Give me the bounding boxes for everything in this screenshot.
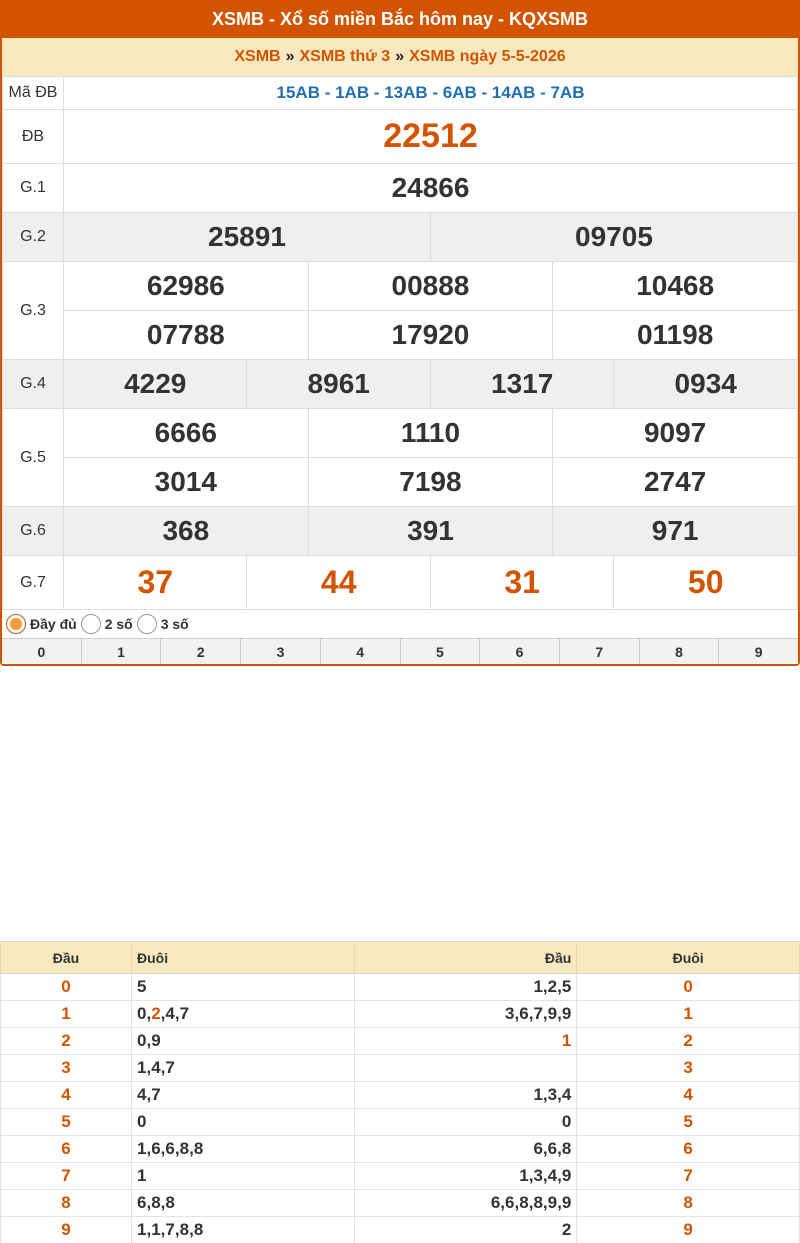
g1-number: 24866 xyxy=(64,164,798,213)
loto-row xyxy=(1,1136,800,1163)
loto-digit: 1 xyxy=(533,977,543,996)
digit-button[interactable]: 2 xyxy=(161,639,241,664)
g7-label: G.7 xyxy=(3,556,64,610)
loto-digit: 7 xyxy=(165,1220,175,1239)
loto-dau: 3 xyxy=(1,1055,132,1082)
loto-digit: 9 xyxy=(547,1004,558,1023)
loto-digit: 4 xyxy=(547,1166,558,1185)
breadcrumb-separator: » xyxy=(285,48,295,65)
loto-digit: 6 xyxy=(137,1193,147,1212)
digit-button[interactable]: 1 xyxy=(82,639,162,664)
loto-digit: 8 xyxy=(561,1139,572,1158)
loto-digit: 9 xyxy=(151,1031,161,1050)
loto-digit: 8 xyxy=(519,1193,529,1212)
loto-row xyxy=(1,1082,800,1109)
loto-duoi-list: 0,9 xyxy=(132,1028,355,1055)
loto-row xyxy=(1,1055,800,1082)
loto-digit: 9 xyxy=(547,1193,558,1212)
loto-dau: 1 xyxy=(1,1001,132,1028)
g5-number: 9097 xyxy=(553,409,798,458)
loto-duoi: 0 xyxy=(577,974,800,1001)
results-table xyxy=(2,76,798,610)
loto-row xyxy=(1,1190,800,1217)
loto-duoi-list: 0,2,4,7 xyxy=(132,1001,355,1028)
breadcrumb-weekday[interactable]: XSMB thứ 3 xyxy=(299,48,391,65)
loto-duoi-list xyxy=(132,1109,355,1136)
radio-2-digits[interactable] xyxy=(81,614,101,634)
loto-digit: 1 xyxy=(137,1139,147,1158)
g3-number: 10468 xyxy=(553,262,798,311)
g2-row xyxy=(3,213,798,262)
g3-row xyxy=(3,311,798,360)
loto-digit: 0 xyxy=(137,1004,147,1023)
digit-button[interactable]: 6 xyxy=(480,639,560,664)
loto-digit: 1 xyxy=(561,1031,572,1050)
digit-button[interactable]: 4 xyxy=(321,639,401,664)
g4-number: 1317 xyxy=(430,360,613,409)
loto-duoi-list: 6,8,8 xyxy=(132,1190,355,1217)
loto-dau: 8 xyxy=(1,1190,132,1217)
loto-row xyxy=(1,1217,800,1243)
loto-digit: 3 xyxy=(547,1085,558,1104)
loto-duoi-list: 1,6,6,8,8 xyxy=(132,1136,355,1163)
loto-header-duoi-2: Đuôi xyxy=(577,942,800,974)
option-2-digits[interactable] xyxy=(81,614,133,634)
loto-row xyxy=(1,1163,800,1190)
option-3-digits[interactable] xyxy=(137,614,189,634)
option-2-digits-label: 2 số xyxy=(104,616,133,632)
g5-number: 6666 xyxy=(64,409,309,458)
db-number: 22512 xyxy=(64,110,798,164)
loto-duoi: 1 xyxy=(577,1001,800,1028)
loto-digit: 8 xyxy=(179,1139,190,1158)
g6-number: 391 xyxy=(308,507,553,556)
loto-digit: 8 xyxy=(193,1139,204,1158)
loto-digit: 4 xyxy=(561,1085,572,1104)
loto-digit: 6 xyxy=(165,1139,175,1158)
loto-dau-list: 6,6,8 xyxy=(354,1136,577,1163)
loto-duoi: 4 xyxy=(577,1082,800,1109)
loto-digit: 8 xyxy=(179,1220,190,1239)
option-3-digits-label: 3 số xyxy=(160,616,189,632)
radio-3-digits[interactable] xyxy=(137,614,157,634)
loto-digit: 8 xyxy=(151,1193,161,1212)
loto-duoi-list: 4,7 xyxy=(132,1082,355,1109)
loto-row xyxy=(1,1028,800,1055)
loto-digit: 1 xyxy=(533,1085,543,1104)
g1-row xyxy=(3,164,798,213)
g2-label: G.2 xyxy=(3,213,64,262)
g2-number: 25891 xyxy=(64,213,431,262)
loto-dau-list xyxy=(354,1109,577,1136)
loto-dau: 0 xyxy=(1,974,132,1001)
breadcrumb-date[interactable]: XSMB ngày 5-5-2026 xyxy=(409,48,566,65)
breadcrumb xyxy=(2,38,798,76)
g3-number: 62986 xyxy=(64,262,309,311)
loto-digit: 6 xyxy=(505,1193,515,1212)
g7-number: 31 xyxy=(430,556,613,610)
loto-dau-list xyxy=(354,1217,577,1243)
loto-dau: 4 xyxy=(1,1082,132,1109)
loto-digit: 7 xyxy=(533,1004,543,1023)
g6-label: G.6 xyxy=(3,507,64,556)
loto-duoi-list: 1,4,7 xyxy=(132,1055,355,1082)
loto-dau: 6 xyxy=(1,1136,132,1163)
g5-row xyxy=(3,409,798,458)
radio-dot xyxy=(10,618,22,630)
loto-digit: 2 xyxy=(561,1220,572,1239)
loto-header-duoi: Đuôi xyxy=(132,942,355,974)
option-full-label: Đầy đủ xyxy=(30,616,77,632)
loto-digit: 0 xyxy=(137,1112,147,1131)
loto-digit: 5 xyxy=(137,977,147,996)
loto-digit: 6 xyxy=(547,1139,558,1158)
db-row xyxy=(3,110,798,164)
loto-duoi-list xyxy=(132,1163,355,1190)
loto-digit: 6 xyxy=(151,1139,161,1158)
g4-number: 4229 xyxy=(64,360,247,409)
ma-db-row xyxy=(3,77,798,110)
loto-digit: 9 xyxy=(561,1004,572,1023)
g6-row xyxy=(3,507,798,556)
loto-dau-list: 1,3,4 xyxy=(354,1082,577,1109)
page-title: XSMB - Xổ số miền Bắc hôm nay - KQXSMB xyxy=(0,0,800,38)
digit-button[interactable]: 7 xyxy=(560,639,640,664)
loto-digit: 8 xyxy=(165,1193,175,1212)
loto-digit: 6 xyxy=(519,1004,529,1023)
digit-button[interactable]: 9 xyxy=(754,644,763,660)
loto-digit: 1 xyxy=(519,1166,529,1185)
loto-digit: 7 xyxy=(151,1085,161,1104)
digit-button[interactable]: 3 xyxy=(241,639,321,664)
loto-dau-list: 3,6,7,9,9 xyxy=(354,1001,577,1028)
loto-digit: 4 xyxy=(137,1085,147,1104)
loto-dau-list: 1,2,5 xyxy=(354,974,577,1001)
loto-duoi-list xyxy=(132,974,355,1001)
loto-dau-list xyxy=(354,1055,577,1082)
g5-row xyxy=(3,458,798,507)
loto-digit: 9 xyxy=(561,1193,572,1212)
g5-number: 7198 xyxy=(308,458,553,507)
g7-row xyxy=(3,556,798,610)
g7-number: 50 xyxy=(614,556,798,610)
loto-digit: 1 xyxy=(137,1058,147,1077)
loto-body xyxy=(1,974,800,1243)
g3-number: 17920 xyxy=(308,311,553,360)
loto-dau-list: 6,6,8,8,9,9 xyxy=(354,1190,577,1217)
g3-number: 00888 xyxy=(308,262,553,311)
loto-row xyxy=(1,1001,800,1028)
g3-label: G.3 xyxy=(3,262,64,360)
loto-digit: 1 xyxy=(137,1166,147,1185)
loto-duoi: 3 xyxy=(577,1055,800,1082)
g4-number: 0934 xyxy=(614,360,798,409)
loto-digit: 0 xyxy=(561,1112,572,1131)
g6-number: 368 xyxy=(64,507,309,556)
loto-digit: 4 xyxy=(165,1004,175,1023)
loto-digit: 7 xyxy=(165,1058,175,1077)
loto-digit: 4 xyxy=(151,1058,161,1077)
loto-digit: 1 xyxy=(137,1220,147,1239)
loto-duoi: 7 xyxy=(577,1163,800,1190)
loto-duoi: 2 xyxy=(577,1028,800,1055)
digit-button[interactable]: 8 xyxy=(640,639,720,664)
radio-full[interactable] xyxy=(6,614,26,634)
loto-dau-list: 1,3,4,9 xyxy=(354,1163,577,1190)
loto-digit: 7 xyxy=(179,1004,190,1023)
loto-header-row xyxy=(1,942,800,974)
digit-filter xyxy=(2,638,798,664)
loto-digit: 2 xyxy=(547,977,558,996)
g5-number: 1110 xyxy=(308,409,553,458)
g2-number: 09705 xyxy=(430,213,797,262)
g4-row xyxy=(3,360,798,409)
g5-number: 2747 xyxy=(553,458,798,507)
loto-digit: 6 xyxy=(490,1193,501,1212)
db-label: ĐB xyxy=(3,110,64,164)
loto-digit: 6 xyxy=(533,1139,543,1158)
loto-digit: 3 xyxy=(505,1004,515,1023)
loto-table xyxy=(0,941,800,1243)
ma-db-value: 15AB - 1AB - 13AB - 6AB - 14AB - 7AB xyxy=(64,77,798,110)
loto-header-dau-2: Đầu xyxy=(354,942,577,974)
loto-row xyxy=(1,1109,800,1136)
loto-digit: 0 xyxy=(137,1031,147,1050)
loto-digit: 3 xyxy=(533,1166,543,1185)
g5-number: 3014 xyxy=(64,458,309,507)
loto-dau: 9 xyxy=(1,1217,132,1243)
g3-row xyxy=(3,262,798,311)
g3-number: 07788 xyxy=(64,311,309,360)
loto-dau: 5 xyxy=(1,1109,132,1136)
loto-dau-list xyxy=(354,1028,577,1055)
g7-number: 37 xyxy=(64,556,247,610)
loto-digit: 2 xyxy=(151,1004,161,1023)
g4-number: 8961 xyxy=(247,360,430,409)
loto-digit: 1 xyxy=(151,1220,161,1239)
g3-number: 01198 xyxy=(553,311,798,360)
loto-header-dau: Đầu xyxy=(1,942,132,974)
digit-button[interactable]: 0 xyxy=(2,639,82,664)
loto-row xyxy=(1,974,800,1001)
ma-db-label: Mã ĐB xyxy=(3,77,64,110)
loto-duoi: 6 xyxy=(577,1136,800,1163)
g5-label: G.5 xyxy=(3,409,64,507)
g6-number: 971 xyxy=(553,507,798,556)
loto-duoi: 9 xyxy=(577,1217,800,1243)
loto-duoi: 8 xyxy=(577,1190,800,1217)
breadcrumb-separator: » xyxy=(395,48,405,65)
display-options xyxy=(2,610,798,638)
g1-label: G.1 xyxy=(3,164,64,213)
loto-duoi-list: 1,1,7,8,8 xyxy=(132,1217,355,1243)
loto-digit: 8 xyxy=(193,1220,204,1239)
loto-digit: 9 xyxy=(561,1166,572,1185)
loto-digit: 8 xyxy=(533,1193,543,1212)
breadcrumb-xsmb[interactable]: XSMB xyxy=(234,48,281,65)
loto-digit: 5 xyxy=(561,977,572,996)
g7-number: 44 xyxy=(247,556,430,610)
loto-duoi: 5 xyxy=(577,1109,800,1136)
loto-dau: 7 xyxy=(1,1163,132,1190)
loto-dau: 2 xyxy=(1,1028,132,1055)
option-full[interactable] xyxy=(6,614,77,634)
g4-label: G.4 xyxy=(3,360,64,409)
digit-button[interactable]: 5 xyxy=(401,639,481,664)
